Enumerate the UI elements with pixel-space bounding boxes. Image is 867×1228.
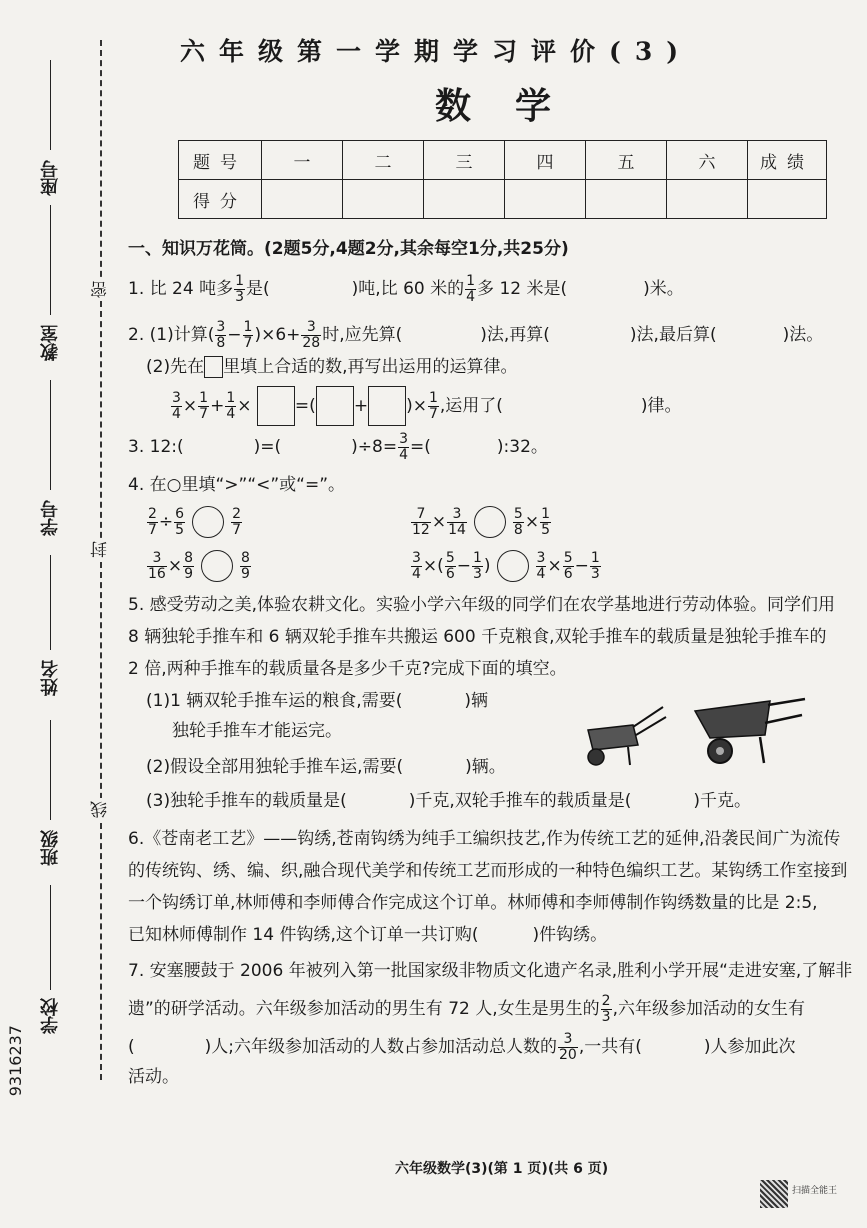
q2-e-plus-1: +: [210, 396, 225, 416]
col-2: 二: [343, 141, 424, 180]
q4-d-open: (: [437, 556, 444, 576]
q1-fraction-2: $\frac{1}{4}$: [466, 273, 476, 305]
q4-d-minus2: −: [574, 556, 589, 576]
q4-b-op1: ×: [431, 512, 447, 532]
seal-xian: 线: [88, 798, 113, 821]
q7-text-3c: ,一共有(: [578, 1037, 642, 1058]
q5-s1-text-a: (1)1 辆双轮手推车运的粮食,需要(: [146, 691, 403, 711]
col-1: 一: [262, 141, 343, 180]
q5-line-1: 5. 感受劳动之美,体验农耕文化。实验小学六年级的同学们在农学基地进行劳动体验。同学们用: [128, 595, 836, 615]
q5-sub-3: [146, 790, 751, 814]
q2-2-text-1: (2)先在: [146, 357, 205, 377]
q7-text-3a: (: [128, 1037, 135, 1058]
q2-small-box: [204, 356, 223, 378]
page-footer: 六年级数学(3)(第 1 页)(共 6 页): [395, 1161, 609, 1177]
q2-minus: −: [227, 325, 242, 346]
q4-b-f2: $\frac{3}{14}$: [448, 505, 466, 538]
q7-line-1: 7. 安塞腰鼓于 2006 年被列入第一批国家级非物质文化遗产名录,胜利小学开展“走进安塞,了解非: [128, 961, 853, 981]
q5-sub-2: [146, 756, 506, 780]
q4-c-f1: $\frac{3}{16}$: [148, 549, 166, 582]
q4-d-f6: $\frac{1}{3}$: [590, 549, 600, 582]
q5-s3-text-a: (3)独轮手推车的载质量是(: [146, 791, 347, 811]
seat-line: [50, 60, 51, 150]
q2-text-6: )法。: [782, 325, 824, 346]
q2-answer-box-3[interactable]: [368, 386, 406, 426]
q4-a-f1: $\frac{2}{7}$: [148, 505, 157, 538]
q7-line-2: [128, 994, 805, 1024]
q2-text-1: 2. (1)计算(: [128, 325, 215, 346]
double-wheel-cart-image: [690, 693, 810, 768]
exam-code: 9316237: [6, 1025, 25, 1097]
class-line: [50, 720, 51, 820]
student-no-label: 学号: [40, 500, 61, 536]
total-header: 成绩: [748, 141, 827, 180]
q7-line-3: [128, 1032, 796, 1062]
student-no-line: [50, 380, 51, 490]
q4-d-f5: $\frac{5}{6}$: [563, 549, 573, 582]
q1-text-1: 1. 比 24 吨多: [128, 279, 234, 300]
q4-d-close: ): [483, 556, 491, 576]
q6-line-3: 一个钩绣订单,林师傅和李师傅合作完成这个订单。林师傅和李师傅制作钩绣数量的比是 2:5,: [128, 893, 818, 913]
q2-e-fraction-1: $\frac{3}{4}$: [172, 389, 181, 422]
q3-text-5: ):32。: [496, 437, 548, 458]
q7-fraction-2: $\frac{3}{20}$: [559, 1031, 577, 1063]
qr-code-icon: [760, 1180, 788, 1208]
q2-e-used-text: ,运用了(: [439, 396, 503, 416]
school-label: 学校: [40, 998, 61, 1034]
question-3: [128, 432, 548, 462]
question-4-title: 4. 在○里填“>”“<”或“=”。: [128, 475, 346, 495]
q6-line-4: [128, 924, 607, 948]
q3-fraction: $\frac{3}{4}$: [399, 431, 408, 463]
name-line: [50, 555, 51, 650]
q2-e-fraction-2: $\frac{1}{7}$: [199, 389, 209, 422]
seal-feng: 封: [88, 538, 113, 561]
q1-text-3: )吨,比 60 米的: [351, 279, 465, 300]
question-no-header: 题号: [179, 141, 262, 180]
question-1: [128, 274, 684, 304]
q1-text-5: )米。: [643, 279, 684, 300]
q5-s3-text-b: )千克,双轮手推车的载质量是(: [408, 791, 632, 811]
q1-text-2: 是(: [246, 279, 270, 300]
q4-b-f1: $\frac{7}{12}$: [412, 505, 430, 538]
q7-text-3d: )人参加此次: [703, 1037, 796, 1058]
q7-line-4: 活动。: [128, 1067, 179, 1087]
q1-text-4: 多 12 米是(: [477, 279, 568, 300]
q4-d-op2: ×: [547, 556, 562, 576]
single-wheel-cart-image: [578, 705, 668, 775]
classroom-line: [50, 205, 51, 315]
q4-comparison-a: [146, 506, 243, 538]
q2-text-3: 时,应先算(: [322, 325, 403, 346]
q3-text-3: )÷8=: [351, 437, 398, 458]
q4-c-circle[interactable]: [201, 550, 233, 582]
q4-comparison-c: [146, 550, 252, 582]
q4-b-f3: $\frac{5}{8}$: [513, 505, 523, 538]
q7-text-2a: 遗”的研学活动。六年级参加活动的男生有 72 人,女生是男生的: [128, 999, 600, 1020]
q2-e-law-text: )律。: [640, 396, 682, 416]
q7-text-2b: ,六年级参加活动的女生有: [612, 999, 805, 1020]
q4-b-op2: ×: [524, 512, 540, 532]
q5-s2-text-b: )辆。: [465, 757, 506, 777]
q2-fraction-3: $\frac{3}{28}$: [302, 319, 321, 351]
q4-d-f1: $\frac{3}{4}$: [412, 549, 421, 582]
q2-e-eq-open: =(: [294, 396, 316, 416]
q2-e-fraction-4: $\frac{1}{7}$: [428, 389, 438, 422]
q4-c-f3: $\frac{8}{9}$: [241, 549, 250, 582]
q4-a-op: ÷: [158, 512, 174, 532]
score-cell-5[interactable]: [586, 180, 667, 219]
question-2-part-1: [128, 320, 823, 350]
binding-margin: [0, 0, 120, 1228]
q5-line-3: 2 倍,两种手推车的载质量各是多少千克?完成下面的填空。: [128, 659, 567, 679]
q5-line-2: 8 辆独轮手推车和 6 辆双轮手推车共搬运 600 千克粮食,双轮手推车的载质量是独轮手推车的: [128, 627, 827, 647]
score-cell-2[interactable]: [343, 180, 424, 219]
q3-text-4: =(: [410, 437, 431, 458]
q5-s3-text-c: )千克。: [693, 791, 752, 811]
q3-text-1: 3. 12:(: [128, 437, 184, 458]
q4-d-op1: ×: [422, 556, 438, 576]
q6-text-b: )件钩绣。: [532, 925, 608, 945]
q4-d-f2: $\frac{5}{6}$: [445, 549, 455, 582]
section-1-title: 一、知识万花筒。(2题5分,4题2分,其余每空1分,共25分): [128, 239, 569, 259]
q4-d-f3: $\frac{1}{3}$: [472, 549, 482, 582]
q7-text-3b: )人;六年级参加活动的人数占参加活动总人数的: [204, 1037, 557, 1058]
q6-line-2: 的传统钩、绣、编、织,融合现代美学和传统工艺而形成的一种特色编织工艺。某钩绣工作室接到: [128, 861, 848, 881]
classroom-label: 教室: [40, 325, 61, 361]
q2-fraction-1: $\frac{3}{8}$: [216, 319, 226, 351]
q2-e-close-times: )×: [406, 396, 427, 416]
q2-e-times-1: ×: [182, 396, 198, 416]
q5-sub-1: [146, 690, 488, 714]
q4-c-f2: $\frac{8}{9}$: [184, 549, 193, 582]
school-line: [50, 885, 51, 990]
question-2-part-2: [146, 356, 518, 380]
q2-fraction-2: $\frac{1}{7}$: [243, 319, 253, 351]
q4-b-f4: $\frac{1}{5}$: [541, 505, 550, 538]
seat-label: 座号: [40, 160, 61, 196]
q2-text-2: )×6+: [254, 325, 301, 346]
score-cell-1[interactable]: [262, 180, 343, 219]
q2-answer-box-2[interactable]: [316, 386, 354, 426]
class-label: 班级: [40, 830, 61, 866]
col-6: 六: [667, 141, 748, 180]
col-3: 三: [424, 141, 505, 180]
q4-d-minus1: −: [456, 556, 471, 576]
q4-a-f3: $\frac{2}{7}$: [232, 505, 242, 538]
col-4: 四: [505, 141, 586, 180]
col-5: 五: [586, 141, 667, 180]
q2-text-4: )法,再算(: [480, 325, 550, 346]
score-table: [178, 140, 827, 219]
q2-e-times-2: ×: [237, 396, 252, 416]
score-cell-total[interactable]: [748, 180, 827, 219]
q4-a-f2: $\frac{6}{5}$: [175, 505, 185, 538]
q4-d-f4: $\frac{3}{4}$: [536, 549, 546, 582]
subject-title: 数学: [435, 85, 596, 127]
q6-line-1: 6.《苍南老工艺》——钩绣,苍南钩绣为纯手工编织技艺,作为传统工艺的延伸,沿袭民间广为流传: [128, 829, 841, 849]
question-2-expression: [170, 386, 682, 426]
name-label: 姓名: [40, 660, 61, 696]
q5-sub-1-cont: 独轮手推车才能运完。: [172, 721, 342, 741]
q2-e-fraction-3: $\frac{1}{4}$: [226, 389, 236, 422]
q4-b-circle[interactable]: [474, 506, 506, 538]
score-cell-4[interactable]: [505, 180, 586, 219]
score-cell-3[interactable]: [424, 180, 505, 219]
exam-title: 六年级第一学期学习评价(3): [180, 37, 693, 66]
q4-comparison-d: [410, 550, 602, 582]
q2-e-plus-2: +: [353, 396, 369, 416]
q4-comparison-b: [410, 506, 552, 538]
score-row-header: 得分: [179, 180, 262, 219]
seal-mi: 密: [88, 278, 113, 301]
q5-s2-text-a: (2)假设全部用独轮手推车运,需要(: [146, 757, 404, 777]
q7-fraction-1: $\frac{2}{3}$: [601, 993, 611, 1025]
q2-text-5: )法,最后算(: [629, 325, 717, 346]
q4-c-op: ×: [167, 556, 183, 576]
q4-d-circle[interactable]: [497, 550, 529, 582]
q6-text-a: 已知林师傅制作 14 件钩绣,这个订单一共订购(: [128, 925, 479, 945]
q1-fraction-1: $\frac{1}{3}$: [235, 273, 244, 305]
score-cell-6[interactable]: [667, 180, 748, 219]
q2-answer-box-1[interactable]: [257, 386, 295, 426]
q4-a-circle[interactable]: [192, 506, 224, 538]
q3-text-2: )=(: [253, 437, 282, 458]
q5-s1-text-b: )辆: [464, 691, 488, 711]
scanner-watermark: 扫描全能王: [792, 1186, 838, 1196]
q2-2-text-2: 里填上合适的数,再写出运用的运算律。: [223, 357, 518, 377]
